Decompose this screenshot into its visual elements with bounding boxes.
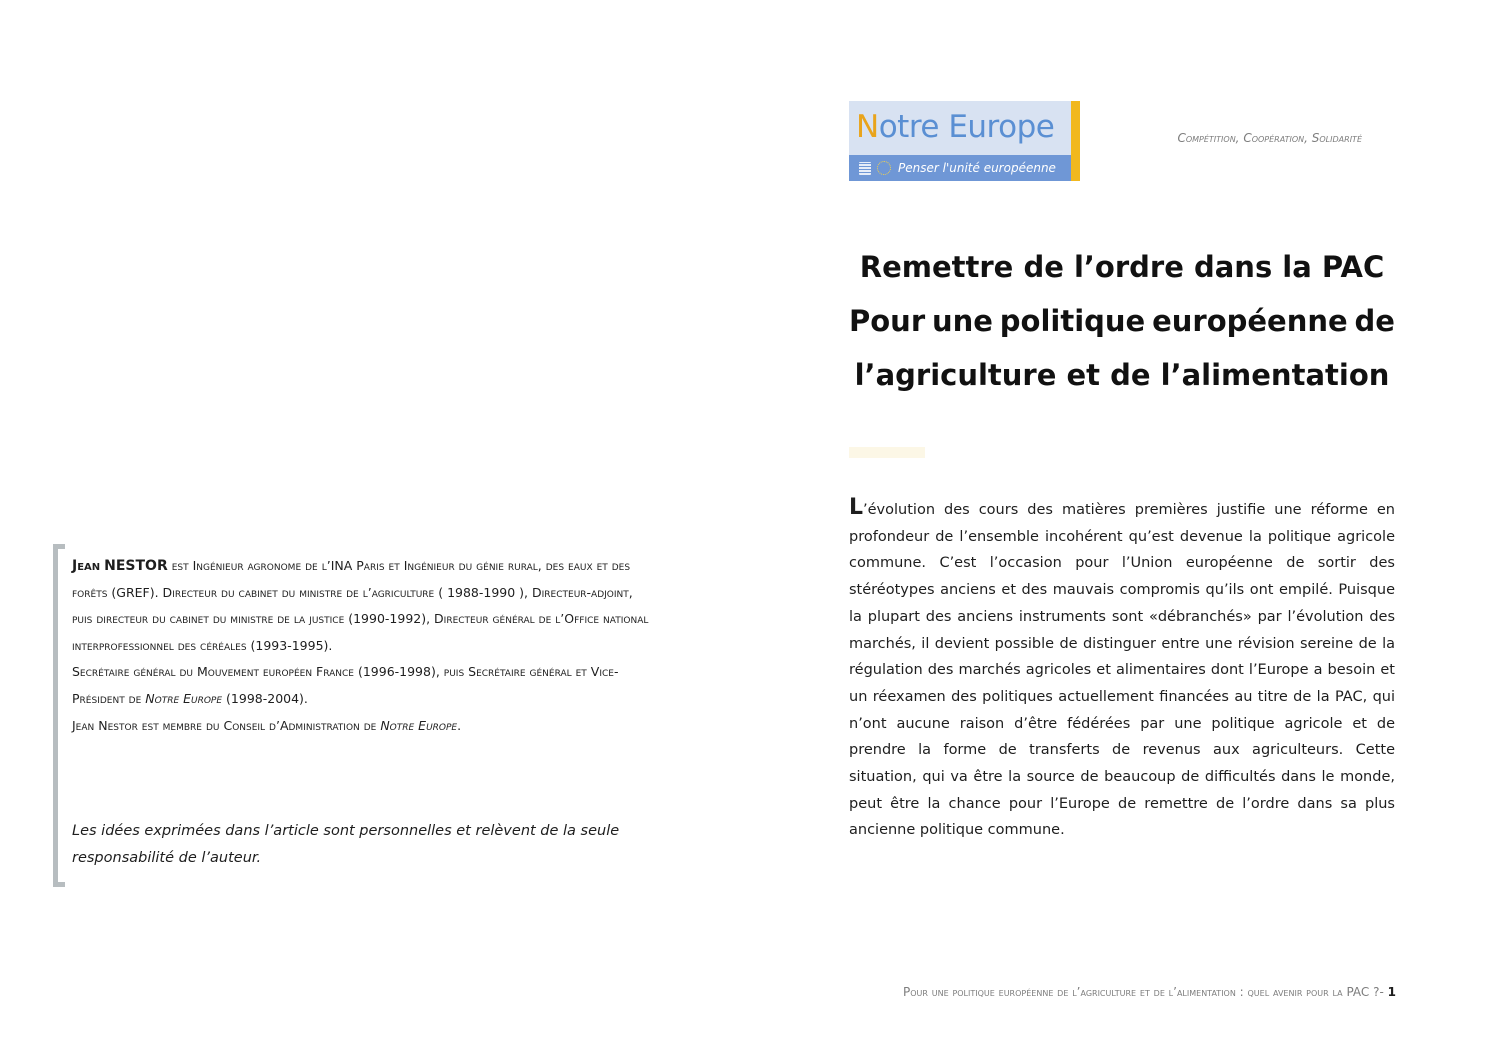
- title-word: une: [931, 304, 993, 338]
- divider-bar: [849, 447, 925, 458]
- bio-paragraph: [72, 713, 652, 740]
- title-word: Pour: [849, 304, 926, 338]
- bio-text: est Ingénieur agronome de l’INA Paris et Ingénieur du génie rural, des eaux et des forêts (GREF). Directeur du cabinet du ministre de l’agriculture ( 1988-1990 ), Directeur-adjoint, puis directeur du cabinet du ministre de la justice (1990-1992), Directeur général de l’Office national interprofessionnel des céréales (1993-1995).: [72, 558, 649, 653]
- eu-stars-icon: [877, 161, 891, 175]
- logo-title: [856, 109, 1054, 145]
- abstract-text: ’évolution des cours des matières premières justifie une réforme en profondeur de l’ensemble incohérent qu’est devenue la politique agricole commune. C’est l’occasion pour l’Union européenne de sortir des stéréotypes anciens et des mauvais compromis qu’ils ont empilé. Puisque la plupart des anciens instruments sont «débranchés» par l’évolution des marchés, il devient possible de distinguer entre une révision sereine de la régulation des marchés agricoles et alimentaires dont l’Europe a besoin et un réexamen des politiques actuellement financées au titre de la PAC, qui n’ont aucune raison d’être fédérées par une politique agricole et de prendre la forme de transferts de revenus aux agriculteurs. Cette situation, qui va être la source de beaucoup de difficultés dans le monde, peut être la chance pour l’Europe de remettre de l’ordre dans sa plus ancienne politique commune.: [849, 502, 1395, 839]
- page-number: 1: [1387, 985, 1396, 999]
- bio-paragraph: [72, 553, 652, 659]
- logo-title-rest: otre Europe: [878, 109, 1055, 145]
- title-word: politique: [999, 304, 1146, 338]
- bio-text: Jean Nestor est membre du Conseil d’Administration de: [72, 717, 381, 733]
- title-word: européenne: [1152, 304, 1348, 338]
- book-icon: [859, 162, 871, 175]
- title-line-1: Remettre de l’ordre dans la PAC: [859, 250, 1385, 284]
- author-last-name: NESTOR: [104, 558, 168, 574]
- disclaimer: Les idées exprimées dans l’article sont personnelles et relèvent de la seule responsabilité de l’auteur.: [72, 823, 620, 866]
- motto: Compétition, Coopération, Solidarité: [1177, 131, 1362, 145]
- bio-text: (1998-2004).: [222, 690, 308, 706]
- bio-bracket: [53, 544, 65, 887]
- logo-tagline-band: [849, 155, 1071, 181]
- logo-title-initial: N: [856, 109, 879, 145]
- abstract-paragraph: [849, 497, 1395, 844]
- author-first-name: Jean: [72, 558, 101, 574]
- author-bio: [72, 553, 652, 739]
- bio-text: .: [457, 717, 462, 733]
- document-title: [849, 240, 1395, 402]
- org-name: Notre Europe: [145, 690, 223, 706]
- title-line-2: [849, 294, 1395, 348]
- title-word: de: [1354, 304, 1395, 338]
- bio-text: Secrétaire général du Mouvement européen France (1996-1998), puis Secrétaire général et Vice-Président de: [72, 664, 619, 706]
- drop-cap: L: [849, 495, 864, 520]
- notre-europe-logo: [849, 101, 1080, 181]
- footer-text: Pour une politique européenne de l’agriculture et de l’alimentation : quel avenir pour la PAC ?-: [902, 985, 1388, 999]
- page-footer: [860, 985, 1396, 999]
- bio-paragraph: [72, 659, 652, 712]
- title-line-3: l’agriculture et de l’alimentation: [854, 358, 1390, 392]
- logo-tagline: Penser l'unité européenne: [898, 161, 1056, 175]
- logo-title-band: [849, 101, 1071, 155]
- org-name: Notre Europe: [380, 717, 458, 733]
- logo-accent-stripe: [1071, 101, 1080, 181]
